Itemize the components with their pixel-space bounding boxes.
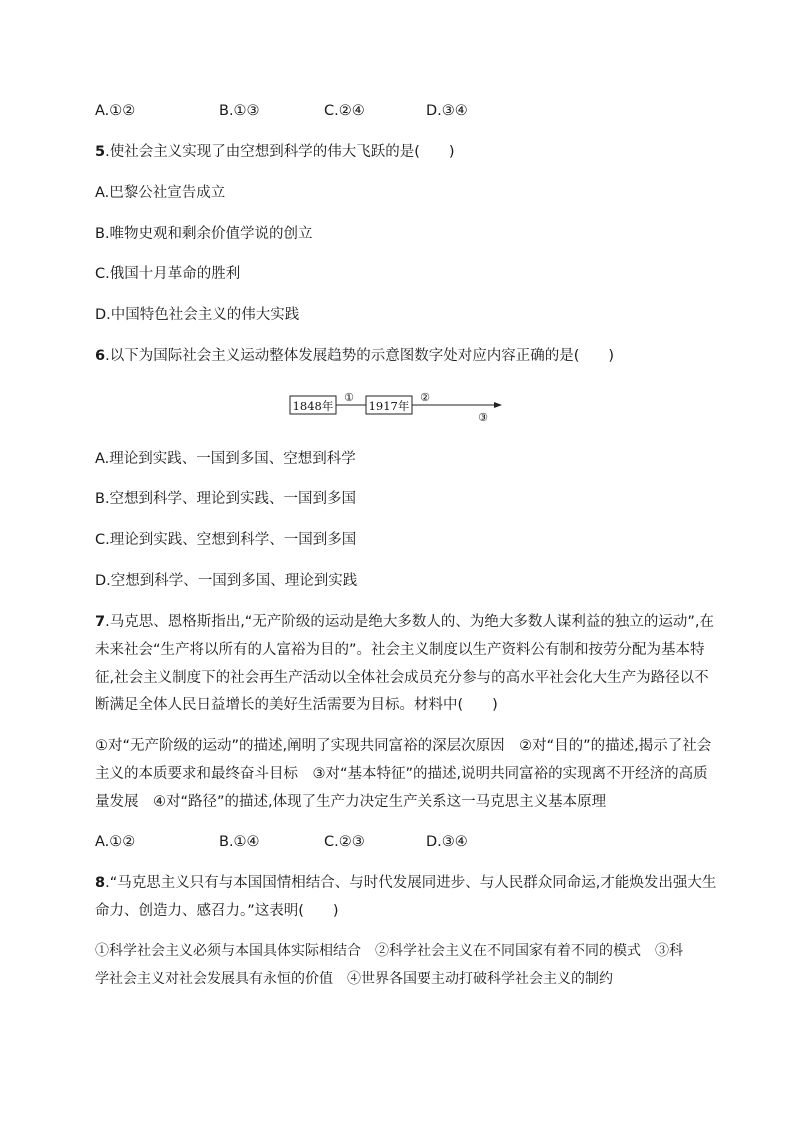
q6-stem: [95, 346, 614, 366]
q8-stem-line-2: 命力、创造力、感召力。”这表明( ): [95, 903, 339, 919]
q6-number: 6: [95, 348, 106, 364]
q7-stem-line-2: 未来社会“生产将以所有的人富裕为目的”。社会主义制度以生产资料公有制和按劳分配为基本特: [95, 642, 705, 658]
q7-statement-line-1: ①对“无产阶级的运动”的描述,阐明了实现共同富裕的深层次原因 ②对“目的”的描述,揭示了社会: [95, 738, 712, 754]
timeline-label-1848: 1848年: [292, 399, 334, 413]
q8-stem-text-1: .“马克思主义只有与本国国情相结合、与时代发展同进步、与人民群众同命运,才能焕发出强大生: [105, 875, 717, 891]
q7-stem-line-1: [95, 612, 714, 632]
q8-number: 8: [95, 875, 106, 891]
q5-stem-text: .使社会主义实现了由空想到科学的伟大飞跃的是( ): [105, 144, 455, 160]
timeline-marker-3: ③: [478, 411, 488, 424]
q7-statement-line-3: 量发展 ④对“路径”的描述,体现了生产力决定生产关系这一马克思主义基本原理: [95, 794, 607, 810]
q6-timeline-diagram: [288, 388, 508, 428]
q6-option-b[interactable]: B.空想到科学、理论到实践、一国到多国: [95, 491, 357, 507]
q7-option-d[interactable]: D.③④: [426, 834, 468, 850]
q5-option-c[interactable]: C.俄国十月革命的胜利: [95, 266, 241, 282]
q6-stem-text: .以下为国际社会主义运动整体发展趋势的示意图数字处对应内容正确的是( ): [105, 348, 615, 364]
q6-option-a[interactable]: A.理论到实践、一国到多国、空想到科学: [95, 451, 356, 467]
q7-stem-text-1: .马克思、恩格斯指出,“无产阶级的运动是绝大多数人的、为绝大多数人谋利益的独立的运动”,在: [105, 614, 714, 630]
q4-option-d[interactable]: D.③④: [426, 103, 468, 119]
q7-number: 7: [95, 614, 106, 630]
timeline-marker-2: ②: [420, 391, 430, 404]
q6-option-c[interactable]: C.理论到实践、空想到科学、一国到多国: [95, 532, 357, 548]
timeline-arrowhead: [494, 402, 502, 408]
q5-option-b[interactable]: B.唯物史观和剩余价值学说的创立: [95, 226, 313, 242]
q7-stem-line-3: 征,社会主义制度下的社会再生产活动以全体社会成员充分参与的高水平社会化大生产为路径以不: [95, 670, 709, 686]
q6-option-d[interactable]: D.空想到科学、一国到多国、理论到实践: [95, 573, 358, 589]
q5-stem: [95, 142, 455, 162]
q8-stem-line-1: [95, 873, 716, 893]
q4-option-a[interactable]: A.①②: [95, 103, 136, 119]
q5-number: 5: [95, 144, 106, 160]
q5-option-d[interactable]: D.中国特色社会主义的伟大实践: [95, 307, 300, 323]
q7-option-b[interactable]: B.①④: [219, 834, 260, 850]
q5-option-a[interactable]: A.巴黎公社宣告成立: [95, 185, 226, 201]
timeline-label-1917: 1917年: [368, 399, 410, 413]
q8-statement-line-2: 学社会主义对社会发展具有永恒的价值 ④世界各国要主动打破科学社会主义的制约: [95, 971, 613, 987]
q7-statement-line-2: 主义的本质要求和最终奋斗目标 ③对“基本特征”的描述,说明共同富裕的实现离不开经济的高质: [95, 766, 708, 782]
q8-statement-line-1: ①科学社会主义必须与本国具体实际相结合 ②科学社会主义在不同国家有着不同的模式 ③科: [95, 943, 683, 959]
q4-option-c[interactable]: C.②④: [324, 103, 365, 119]
q4-option-b[interactable]: B.①③: [219, 103, 260, 119]
q7-stem-line-4: 断满足全体人民日益增长的美好生活需要为目标。材料中( ): [95, 697, 498, 713]
timeline-marker-1: ①: [344, 391, 354, 404]
q7-option-c[interactable]: C.②③: [324, 834, 365, 850]
q7-option-a[interactable]: A.①②: [95, 834, 136, 850]
